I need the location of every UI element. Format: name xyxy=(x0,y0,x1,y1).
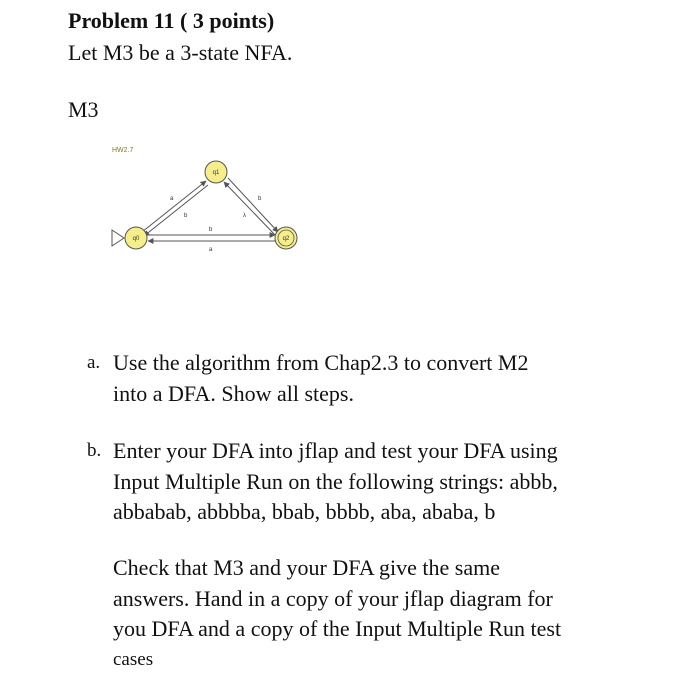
label-q2-q1: λ xyxy=(243,213,246,219)
check-line: Check that M3 and your DFA give the same xyxy=(113,555,500,580)
problem-statement: Let M3 be a 3-state NFA. xyxy=(68,40,293,65)
part-a xyxy=(87,348,677,409)
initial-state-arrow-icon xyxy=(112,230,124,246)
part-b-text xyxy=(113,436,677,528)
state-label-q2: q2 xyxy=(282,236,290,242)
check-instructions xyxy=(113,553,683,675)
edge-q0-q1 xyxy=(142,181,206,232)
label-q2-q0: a xyxy=(209,247,213,253)
label-q1-q2: b xyxy=(258,196,262,202)
check-line: you DFA and a copy of the Input Multiple Run test xyxy=(113,616,562,641)
part-a-line: into a DFA. Show all steps. xyxy=(113,380,354,406)
label-q1-q0: b xyxy=(184,213,188,219)
part-a-marker: a. xyxy=(87,352,101,373)
part-b-line: Input Multiple Run on the following strings: abbb, xyxy=(113,468,558,494)
problem-title: Problem 11 ( 3 points) xyxy=(68,8,275,33)
label-q0-q1: a xyxy=(170,196,174,202)
label-q0-q2: b xyxy=(209,227,213,233)
part-b-line: Enter your DFA into jflap and test your DFA using xyxy=(113,438,558,463)
nfa-diagram xyxy=(100,140,320,270)
machine-label: M3 xyxy=(68,97,99,122)
state-label-q0: q0 xyxy=(132,236,140,242)
edge-q1-q0 xyxy=(144,185,208,236)
part-a-line: Use the algorithm from Chap2.3 to convert M2 xyxy=(113,350,529,375)
check-line: answers. Hand in a copy of your jflap diagram for xyxy=(113,585,553,611)
edge-q2-q1 xyxy=(224,182,276,236)
diagram-caption: HW2.7 xyxy=(112,147,134,154)
part-b-marker: b. xyxy=(87,440,102,461)
part-a-text xyxy=(113,348,677,409)
check-line: cases xyxy=(113,648,154,670)
edge-q1-q2 xyxy=(228,178,278,232)
part-b xyxy=(87,436,677,528)
part-b-line: abbabab, abbbba, bbab, bbbb, aba, ababa, b xyxy=(113,499,496,524)
state-label-q1: q1 xyxy=(212,170,220,176)
